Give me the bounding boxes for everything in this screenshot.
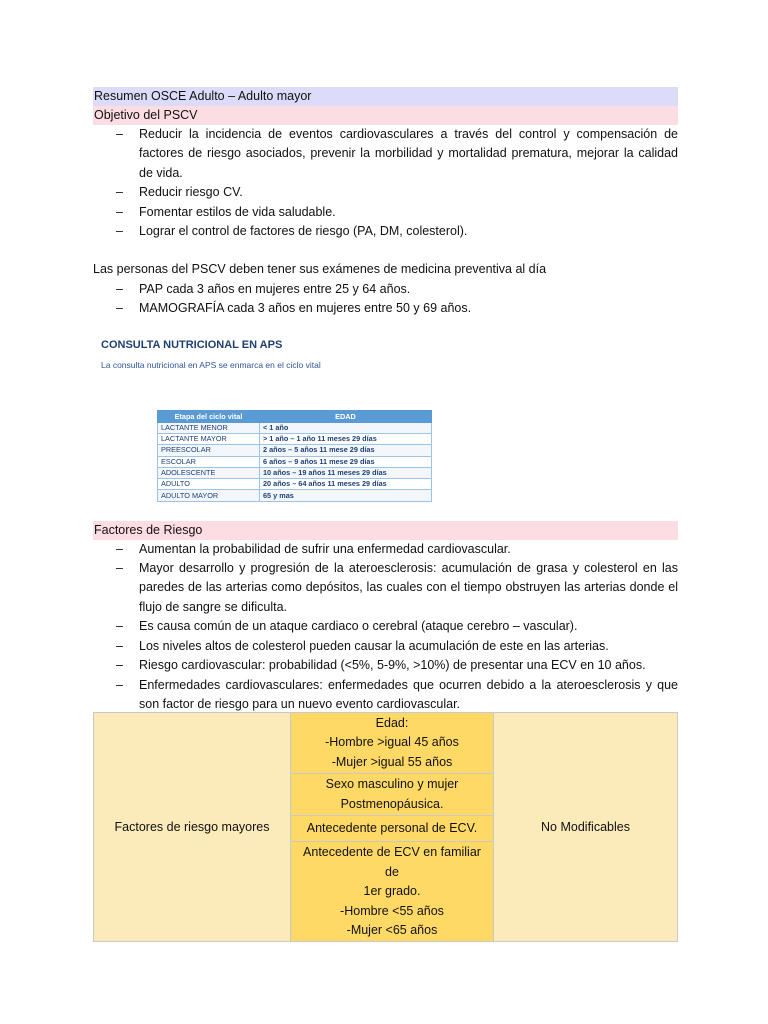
dash-bullet-icon: – [116,301,123,316]
list-item: – Enfermedades cardiovasculares: enfermedades que ocurren debido a la ateroesclerosis y que son factor de riesgo para un nuevo evento cardiovascular. [116,677,678,711]
table-row: LACTANTE MAYOR > 1 año – 1 año 11 meses 29 días [158,433,432,444]
objective-heading: Objetivo del PSCV [93,106,678,125]
life-cycle-table [157,410,432,502]
list-item: – Los niveles altos de colesterol pueden causar la acumulación de este en las arterias. [93,637,678,656]
factor-cell-age: Edad: -Hombre >igual 45 años -Mujer >igual 55 años [291,713,494,774]
table-row: ADOLESCENTE 10 años – 19 años 11 meses 29 días [158,467,432,478]
table-row [94,713,678,774]
list-item: – PAP cada 3 años en mujeres entre 25 y 64 años. [93,280,678,299]
dash-bullet-icon: – [116,185,123,200]
risk-factors-table [93,712,678,942]
risk-type-cell: No Modificables [494,713,678,942]
table-row: ESCOLAR 6 años – 9 años 11 mese 29 días [158,456,432,467]
column-header: Etapa del ciclo vital [158,410,260,422]
table-row: LACTANTE MENOR < 1 año [158,422,432,433]
list-item: – Mayor desarrollo y progresión de la ateroesclerosis: acumulación de grasa y colesterol en las paredes de las arterias como depósitos, las cuales con el tiempo obstruyen las arterias donde el flujo de sangre se dificulta. [116,561,678,614]
dash-bullet-icon: – [116,658,123,673]
dash-bullet-icon: – [116,677,123,692]
figure-subtitle: La consulta nutricional en APS se enmarca en el ciclo vital [101,359,321,370]
dash-bullet-icon: – [116,204,123,219]
list-item: – Reducir la incidencia de eventos cardiovasculares a través del control y compensación de factores de riesgo asociados, prevenir la morbilidad y mortalidad prematura, mejorar la calidad de vida. [116,127,678,180]
column-header: EDAD [260,410,432,422]
risk-list [93,540,678,715]
list-item: – Aumentan la probabilidad de sufrir una enfermedad cardiovascular. [93,540,678,559]
exams-intro: Las personas del PSCV deben tener sus exámenes de medicina preventiva al día [93,262,547,277]
objectives-list [93,125,678,241]
factor-cell-sex: Sexo masculino y mujer Postmenopáusica. [291,774,494,816]
list-item: – Lograr el control de factores de riesgo (PA, DM, colesterol). [93,222,678,241]
dash-bullet-icon: – [116,224,123,239]
table-header-row [158,410,432,422]
dash-bullet-icon: – [116,541,123,556]
nutrition-figure [93,331,678,521]
document-page [93,87,678,714]
factor-cell-personal-history: Antecedente personal de ECV. [291,816,494,842]
figure-title: CONSULTA NUTRICIONAL EN APS [101,338,283,351]
table-row: PREESCOLAR 2 años – 5 años 11 mese 29 días [158,445,432,456]
dash-bullet-icon: – [116,281,123,296]
exams-list [93,280,678,319]
risk-heading: Factores de Riesgo [93,521,678,540]
table-row: ADULTO 20 años – 64 años 11 meses 29 días [158,479,432,490]
list-item: – MAMOGRAFÍA cada 3 años en mujeres entre 50 y 69 años. [93,299,678,318]
list-item: – Fomentar estilos de vida saludable. [93,203,678,222]
dash-bullet-icon: – [116,619,123,634]
document-title: Resumen OSCE Adulto – Adulto mayor [93,87,678,106]
list-item: – Reducir riesgo CV. [93,183,678,202]
table-row: ADULTO MAYOR 65 y mas [158,490,432,501]
dash-bullet-icon: – [116,638,123,653]
list-item: – Riesgo cardiovascular: probabilidad (<5%, 5-9%, >10%) de presentar una ECV en 10 años. [93,656,678,675]
factor-cell-family-history: Antecedente de ECV en familiar de 1er grado. -Hombre <55 años -Mujer <65 años [291,842,494,942]
risk-category-cell: Factores de riesgo mayores [94,713,291,942]
dash-bullet-icon: – [116,127,123,141]
dash-bullet-icon: – [116,561,123,576]
list-item: – Es causa común de un ataque cardiaco o cerebral (ataque cerebro – vascular). [93,617,678,636]
